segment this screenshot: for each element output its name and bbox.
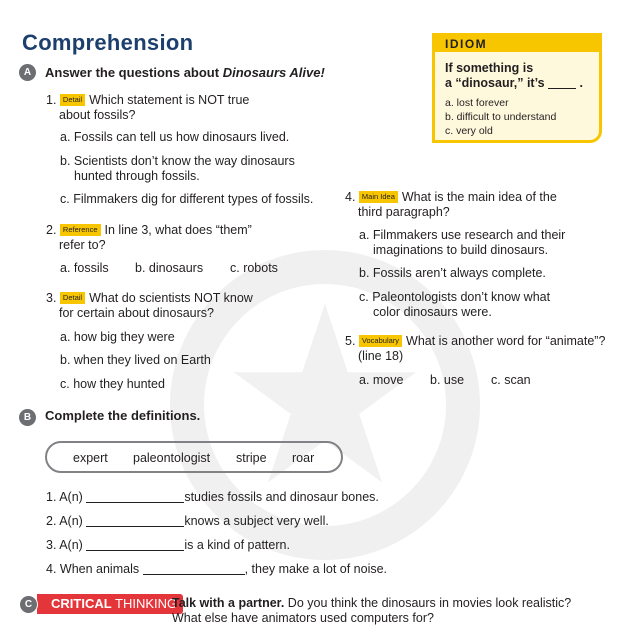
question-5: 5. Vocabulary What is another word for “animate”? (line 18) bbox=[345, 334, 606, 363]
q4-option-b[interactable]: b. Fossils aren’t always complete. bbox=[359, 266, 546, 280]
reference-tag: Reference bbox=[60, 224, 101, 236]
q3-option-a[interactable]: a. how big they were bbox=[60, 330, 175, 344]
idiom-box bbox=[432, 33, 602, 143]
q4-option-a[interactable]: a. Filmmakers use research and their imaginations to build dinosaurs. bbox=[359, 228, 566, 257]
question-3: 3. Detail What do scientists NOT know for certain about dinosaurs? bbox=[46, 291, 253, 320]
definition-1: 1. A(n) studies fossils and dinosaur bones. bbox=[46, 490, 379, 504]
idiom-option-a[interactable]: a. lost forever bbox=[445, 97, 509, 109]
question-2: 2. Reference In line 3, what does “them” refer to? bbox=[46, 223, 252, 252]
page-title: Comprehension bbox=[22, 30, 194, 55]
q2-option-a[interactable]: a. fossils bbox=[60, 261, 109, 275]
vocabulary-tag: Vocabulary bbox=[359, 335, 402, 347]
section-c-text: Talk with a partner. Do you think the dinosaurs in movies look realistic? What else have animators used computers for? bbox=[172, 596, 572, 625]
idiom-blank bbox=[548, 76, 576, 89]
idiom-question: If something is a “dinosaur,” it’s . bbox=[445, 61, 584, 90]
idiom-option-b[interactable]: b. difficult to understand bbox=[445, 111, 557, 123]
section-b-badge: B bbox=[19, 409, 36, 426]
main-idea-tag: Main Idea bbox=[359, 191, 398, 203]
answer-blank[interactable] bbox=[86, 490, 184, 503]
q5-option-c[interactable]: c. scan bbox=[491, 373, 531, 387]
definition-4: 4. When animals , they make a lot of noise. bbox=[46, 562, 388, 576]
q1-option-a[interactable]: a. Fossils can tell us how dinosaurs lived. bbox=[60, 130, 290, 144]
word-bank-item: paleontologist bbox=[133, 451, 211, 465]
question-1: 1. Detail Which statement is NOT true about fossils? bbox=[46, 93, 250, 122]
idiom-heading: IDIOM bbox=[435, 36, 599, 52]
word-bank-item: roar bbox=[292, 451, 315, 465]
q1-option-c[interactable]: c. Filmmakers dig for different types of fossils. bbox=[60, 192, 314, 206]
q5-option-b[interactable]: b. use bbox=[430, 373, 465, 387]
definition-2: 2. A(n) knows a subject very well. bbox=[46, 514, 329, 528]
detail-tag: Detail bbox=[60, 292, 85, 304]
idiom-option-c[interactable]: c. very old bbox=[445, 125, 493, 137]
section-c-badge: C bbox=[19, 595, 38, 614]
q2-option-b[interactable]: b. dinosaurs bbox=[135, 261, 204, 275]
q1-option-b[interactable]: b. Scientists don’t know the way dinosaurs hunted through fossils. bbox=[60, 154, 295, 183]
word-bank-item: expert bbox=[73, 451, 108, 465]
q3-option-c[interactable]: c. how they hunted bbox=[60, 377, 165, 391]
word-bank bbox=[45, 441, 343, 473]
definition-3: 3. A(n) is a kind of pattern. bbox=[46, 538, 290, 552]
section-a-badge: A bbox=[19, 64, 36, 81]
word-bank-item: stripe bbox=[236, 451, 267, 465]
answer-blank[interactable] bbox=[143, 562, 245, 575]
answer-blank[interactable] bbox=[86, 538, 184, 551]
answer-blank[interactable] bbox=[86, 514, 184, 527]
q3-option-b[interactable]: b. when they lived on Earth bbox=[60, 353, 211, 367]
q4-option-c[interactable]: c. Paleontologists don’t know what color dinosaurs were. bbox=[359, 290, 551, 319]
section-b-heading: Complete the definitions. bbox=[45, 408, 201, 423]
q5-option-a[interactable]: a. move bbox=[359, 373, 404, 387]
detail-tag: Detail bbox=[60, 94, 85, 106]
q2-option-c[interactable]: c. robots bbox=[230, 261, 278, 275]
question-4: 4. Main Idea What is the main idea of the third paragraph? bbox=[345, 190, 557, 219]
critical-thinking-badge: CRITICAL THINKING bbox=[37, 594, 183, 614]
section-a-heading: Answer the questions about Dinosaurs Alive! bbox=[45, 65, 325, 80]
